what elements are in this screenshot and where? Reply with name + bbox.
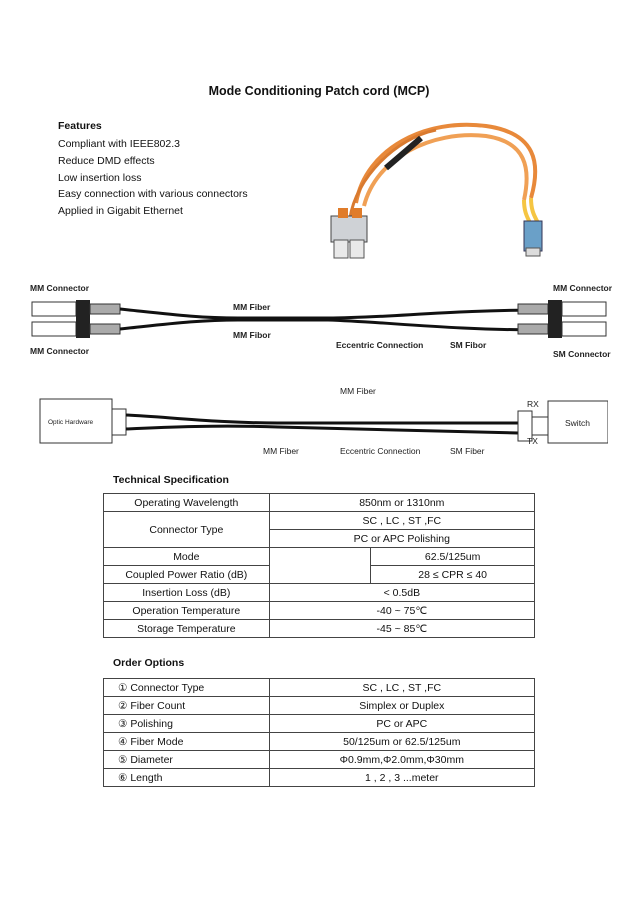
spec-value: < 0.5dB	[269, 584, 534, 602]
spec-value: 62.5/125um	[371, 548, 535, 566]
label-eccentric: Eccentric Connection	[340, 446, 421, 456]
order-heading: Order Options	[113, 657, 185, 669]
order-value: PC or APC	[269, 715, 534, 733]
label-switch: Switch	[565, 418, 591, 428]
spec-value: -40 ~ 75℃	[269, 602, 534, 620]
order-value: SC , LC , ST ,FC	[269, 679, 534, 697]
spec-label: Operating Wavelength	[104, 494, 270, 512]
feature-item: Reduce DMD effects	[58, 155, 155, 167]
spec-value: PC or APC Polishing	[269, 530, 534, 548]
spec-label: Coupled Power Ratio (dB)	[104, 566, 270, 584]
feature-item: Applied in Gigabit Ethernet	[58, 205, 183, 217]
label-mm-fiber: MM Fiber	[263, 446, 299, 456]
spec-label: Mode	[104, 548, 270, 566]
page-title: Mode Conditioning Patch cord (MCP)	[208, 84, 430, 98]
spec-label: Connector Type	[104, 512, 270, 548]
table-row	[104, 769, 535, 787]
order-label: ① Connector Type	[104, 679, 270, 697]
spec-value: SC , LC , ST ,FC	[269, 512, 534, 530]
label-mm-connector: MM Connector	[30, 346, 90, 356]
table-row	[104, 733, 535, 751]
order-label: ④ Fiber Mode	[104, 733, 270, 751]
technical-spec-table	[103, 493, 535, 638]
feature-item: Low insertion loss	[58, 172, 142, 184]
label-mm-fiber: MM Fiber	[233, 302, 271, 312]
table-row	[104, 715, 535, 733]
order-value: Φ0.9mm,Φ2.0mm,Φ30mm	[269, 751, 534, 769]
label-mm-fiber: MM Fibor	[233, 330, 271, 340]
table-row	[104, 584, 535, 602]
order-label: ⑥ Length	[104, 769, 270, 787]
order-options-table	[103, 678, 535, 787]
order-value: 1 , 2 , 3 ...meter	[269, 769, 534, 787]
spec-value: 850nm or 1310nm	[269, 494, 534, 512]
table-row	[104, 494, 535, 512]
table-row	[104, 679, 535, 697]
label-mm-connector-right: MM Connector	[553, 283, 613, 293]
label-eccentric: Eccentric Connection	[336, 340, 424, 350]
label-tx: TX	[527, 436, 538, 446]
label-sm-fiber: SM Fiber	[450, 446, 485, 456]
table-row	[104, 602, 535, 620]
table-row	[104, 620, 535, 638]
label-rx: RX	[527, 399, 539, 409]
table-row	[104, 751, 535, 769]
spec-label: Storage Temperature	[104, 620, 270, 638]
label-optic-hardware: Optic Hardware	[48, 419, 94, 426]
order-value: Simplex or Duplex	[269, 697, 534, 715]
table-row	[104, 548, 535, 566]
label-sm-connector: SM Connector	[553, 349, 611, 359]
order-label: ⑤ Diameter	[104, 751, 270, 769]
spec-label: Insertion Loss (dB)	[104, 584, 270, 602]
technical-heading: Technical Specification	[113, 474, 229, 486]
label-sm-fiber: SM Fibor	[450, 340, 487, 350]
table-row	[104, 697, 535, 715]
network-drawing	[38, 395, 608, 455]
label-mm-fiber: MM Fiber	[340, 386, 376, 396]
features-heading: Features	[58, 120, 102, 132]
feature-item: Easy connection with various connectors	[58, 188, 248, 200]
spec-label: Operation Temperature	[104, 602, 270, 620]
order-label: ③ Polishing	[104, 715, 270, 733]
order-value: 50/125um or 62.5/125um	[269, 733, 534, 751]
spec-empty	[269, 548, 371, 584]
spec-value: -45 ~ 85℃	[269, 620, 534, 638]
feature-item: Compliant with IEEE802.3	[58, 138, 180, 150]
spec-value: 28 ≤ CPR ≤ 40	[371, 566, 535, 584]
label-mm-connector: MM Connector	[30, 283, 90, 293]
table-row	[104, 512, 535, 530]
order-label: ② Fiber Count	[104, 697, 270, 715]
